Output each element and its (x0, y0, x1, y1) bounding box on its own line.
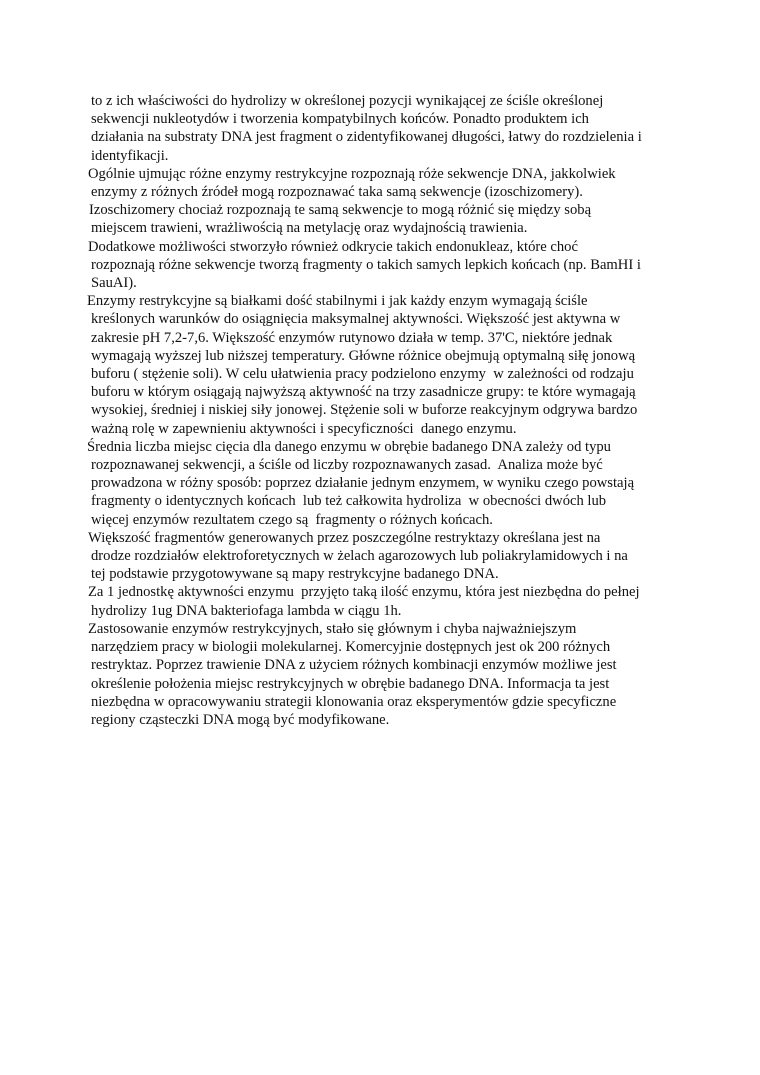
text-line: hydrolizy 1ug DNA bakteriofaga lambda w ciągu 1h. (91, 602, 402, 619)
text-line: określenie położenia miejsc restrykcyjnych w obrębie badanego DNA. Informacja ta jest (91, 675, 610, 692)
text-line: enzymy z różnych źródeł mogą rozpoznawać taka samą sekwencje (izoschizomery). (91, 184, 583, 201)
text-line: działania na substraty DNA jest fragment o zidentyfikowanej długości, łatwy do rozdzielenia i (91, 129, 642, 146)
text-line: rozpoznają różne sekwencje tworzą fragmenty o takich samych lepkich końcach (np. BamHI i (91, 256, 641, 273)
paragraph-cut-sites (86, 438, 686, 529)
text-line: to z ich właściwości do hydrolizy w określonej pozycji wynikającej ze ściśle określonej (91, 93, 604, 109)
text-line: sekwencji nukleotydów i tworzenia kompatybilnych końców. Ponadto produktem ich (91, 111, 589, 128)
text-line: Za 1 jednostkę aktywności enzymu przyjęto taką ilość enzymu, która jest niezbędna do pełnej (88, 584, 640, 601)
text-line: wysokiej, średniej i niskiej siły jonowej. Stężenie soli w buforze reakcyjnym odgrywa bardzo (91, 402, 638, 419)
text-line: Ogólnie ujmując różne enzymy restrykcyjne rozpoznają róże sekwencje DNA, jakkolwiek (88, 165, 616, 182)
text-line: Enzymy restrykcyjne są białkami dość stabilnymi i jak każdy enzym wymagają ściśle (87, 293, 588, 310)
text-line: niezbędna w opracowywaniu strategii klonowania oraz eksperymentów gdzie specyficzne (91, 693, 617, 710)
document-body (86, 92, 686, 729)
text-line: więcej enzymów rezultatem czego są fragmenty o różnych końcach. (91, 511, 493, 528)
text-line: rozpoznawanej sekwencji, a ściśle od liczby rozpoznawanych zasad. Analiza może być (91, 457, 603, 474)
text-line: buforu w którym osiągają najwyższą aktywność na trzy zasadnicze grupy: te które wymagają (91, 384, 636, 401)
paragraph-activity-unit (86, 583, 686, 619)
text-line: ważną rolę w zapewnieniu aktywności i specyficzności danego enzymu. (91, 420, 517, 437)
text-line: Większość fragmentów generowanych przez poszczególne restryktazy określana jest na (88, 529, 601, 546)
text-line: fragmenty o identycznych końcach lub też całkowita hydroliza w obecności dwóch lub (91, 493, 607, 510)
text-line: regiony cząsteczki DNA mogą być modyfikowane. (91, 711, 390, 728)
text-line: Zastosowanie enzymów restrykcyjnych, stało się głównym i chyba najważniejszym (88, 620, 577, 637)
text-line: Dodatkowe możliwości stworzyło również odkrycie takich endonukleaz, które choć (88, 238, 578, 255)
text-line: narzędziem pracy w biologii molekularnej. Komercyjnie dostępnych jest ok 200 różnych (91, 639, 611, 656)
paragraph-restriction-specificity (86, 92, 686, 165)
text-line: drodze rozdziałów elektroforetycznych w żelach agarozowych lub poliakrylamidowych i na (91, 548, 628, 565)
text-line: prowadzona w różny sposób: poprzez działanie jednym enzymem, w wyniku czego powstają (91, 475, 635, 492)
text-line: SauAI). (91, 275, 137, 292)
text-line: buforu ( stężenie soli). W celu ułatwienia pracy podzielono enzymy w zależności od rodzaju (91, 366, 634, 383)
text-line: wymagają wyższej lub niższej temperatury. Główne różnice obejmują optymalną siłę jonową (91, 347, 636, 364)
paragraph-general-recognition (86, 165, 686, 201)
text-line: restryktaz. Poprzez trawienie DNA z użyciem różnych kombinacji enzymów możliwe jest (91, 657, 617, 674)
paragraph-applications (86, 620, 686, 729)
paragraph-reaction-conditions (86, 292, 686, 438)
text-line: kreślonych warunków do osiągnięcia maksymalnej aktywności. Większość jest aktywna w (91, 311, 621, 328)
text-line: tej podstawie przygotowywane są mapy restrykcyjne badanego DNA. (91, 566, 499, 583)
text-line: miejscem trawieni, wrażliwością na metylację oraz wydajnością trawienia. (91, 220, 528, 237)
paragraph-sticky-ends (86, 238, 686, 293)
text-line: Izoschizomery chociaż rozpoznają te samą sekwencje to mogą różnić się między sobą (89, 202, 592, 219)
paragraph-isoschizomers (86, 201, 686, 237)
text-line: zakresie pH 7,2-7,6. Większość enzymów rutynowo działa w temp. 37'C, niektóre jednak (91, 329, 613, 346)
text-line: Średnia liczba miejsc cięcia dla danego enzymu w obrębie badanego DNA zależy od typu (87, 438, 611, 455)
paragraph-electrophoresis (86, 529, 686, 584)
text-line: identyfikacji. (91, 147, 169, 164)
